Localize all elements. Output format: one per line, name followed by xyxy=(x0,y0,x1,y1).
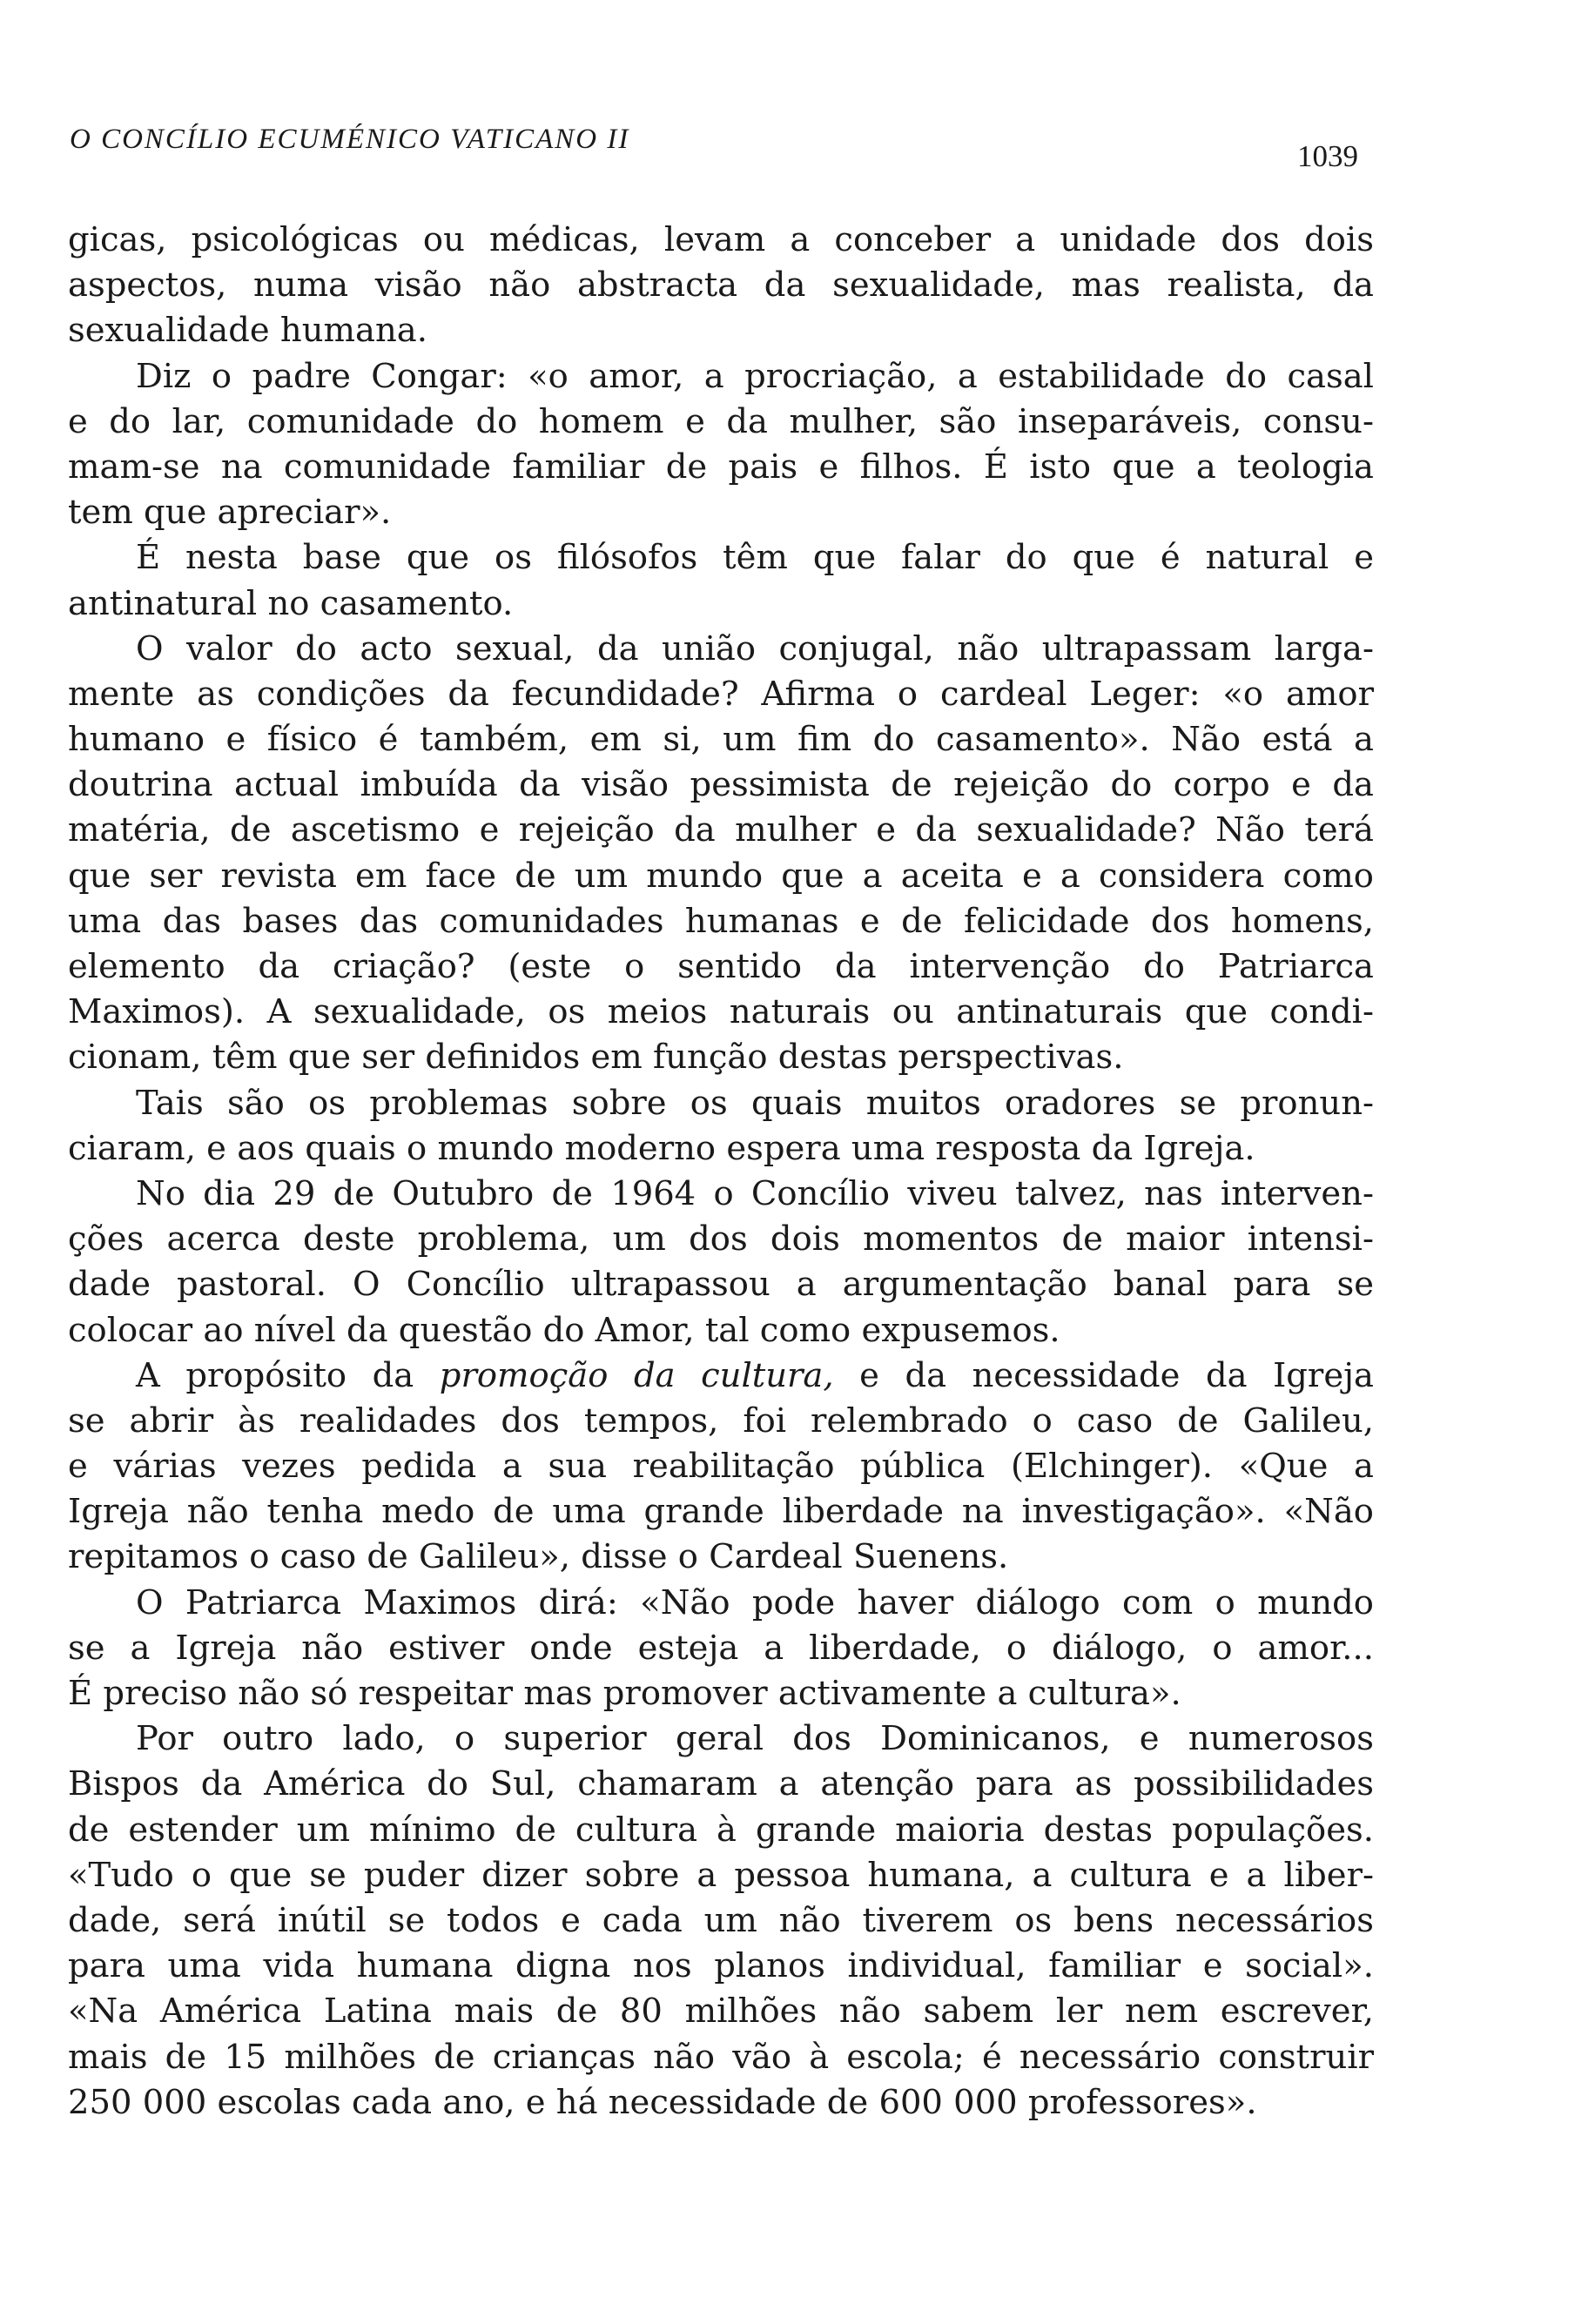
text-line: mente as condições da fecundidade? Afirma o cardeal Leger: «o amor xyxy=(68,674,1374,714)
text-line: «Tudo o que se puder dizer sobre a pessoa humana, a cultura e a liber- xyxy=(68,1855,1374,1895)
text-line: para uma vida humana digna nos planos individual, familiar e social». xyxy=(68,1946,1374,1986)
text-line: que ser revista em face de um mundo que a aceita e a considera como xyxy=(68,856,1374,896)
text-line: O valor do acto sexual, da união conjugal, não ultrapassam larga- xyxy=(136,628,1374,668)
text-line: elemento da criação? (este o sentido da intervenção do Patriarca xyxy=(68,947,1374,986)
text-line: Bispos da América do Sul, chamaram a atenção para as possibilidades xyxy=(68,1764,1374,1804)
text-line: antinatural no casamento. xyxy=(68,583,514,623)
text-line: Igreja não tenha medo de uma grande liberdade na investigação». «Não xyxy=(68,1492,1374,1532)
text-line: Tais são os problemas sobre os quais muitos oradores se pronun- xyxy=(136,1083,1374,1123)
body-text xyxy=(68,218,1374,2126)
text-line: dade pastoral. O Concílio ultrapassou a argumentação banal para se xyxy=(68,1265,1374,1305)
running-header-title: O CONCÍLIO ECUMÉNICO VATICANO II xyxy=(70,124,630,155)
text-line: e várias vezes pedida a sua reabilitação pública (Elchinger). «Que a xyxy=(68,1447,1374,1487)
text-line: dade, será inútil se todos e cada um não tiverem os bens necessários xyxy=(68,1900,1374,1940)
text-line: se a Igreja não estiver onde esteja a liberdade, o diálogo, o amor... xyxy=(68,1628,1374,1668)
text-line: gicas, psicológicas ou médicas, levam a conceber a unidade dos dois xyxy=(68,220,1374,259)
page-number: 1039 xyxy=(1297,139,1358,173)
text-line: uma das bases das comunidades humanas e de felicidade dos homens, xyxy=(68,901,1374,941)
text-line: aspectos, numa visão não abstracta da sexualidade, mas realista, da xyxy=(68,265,1374,306)
text-line-with-italic xyxy=(68,1353,1374,1399)
text-line: repitamos o caso de Galileu», disse o Cardeal Suenens. xyxy=(68,1537,1009,1577)
text-line: e do lar, comunidade do homem e da mulher, são inseparáveis, consu- xyxy=(68,401,1374,441)
text-line: sexualidade humana. xyxy=(68,311,427,351)
text-line: tem que apreciar». xyxy=(68,493,392,533)
italic-phrase: promoção da cultura, xyxy=(439,1355,834,1395)
text-line: 250 000 escolas cada ano, e há necessidade de 600 000 professores». xyxy=(68,2082,1257,2122)
text-line: O Patriarca Maximos dirá: «Não pode haver diálogo com o mundo xyxy=(136,1582,1374,1622)
text-line: No dia 29 de Outubro de 1964 o Concílio viveu talvez, nas interven- xyxy=(136,1173,1374,1213)
text-line: É nesta base que os filósofos têm que falar do que é natural e xyxy=(136,538,1374,578)
text-line: matéria, de ascetismo e rejeição da mulher e da sexualidade? Não terá xyxy=(68,810,1374,850)
text-line: Diz o padre Congar: «o amor, a procriação, a estabilidade do casal xyxy=(136,356,1374,396)
text-line: ções acerca deste problema, um dos dois momentos de maior intensi- xyxy=(68,1219,1374,1259)
text-line: se abrir às realidades dos tempos, foi relembrado o caso de Galileu, xyxy=(68,1400,1374,1441)
text-line: colocar ao nível da questão do Amor, tal como expusemos. xyxy=(68,1310,1060,1350)
text-line: de estender um mínimo de cultura à grande maioria destas populações. xyxy=(68,1810,1374,1850)
text-line: ciaram, e aos quais o mundo moderno espera uma resposta da Igreja. xyxy=(68,1128,1255,1168)
text-line: mam-se na comunidade familiar de pais e filhos. É isto que a teologia xyxy=(68,447,1374,487)
text-run: e da necessidade da Igreja xyxy=(833,1355,1375,1395)
text-line: Maximos). A sexualidade, os meios naturais ou antinaturais que condi- xyxy=(68,992,1374,1032)
text-line: É preciso não só respeitar mas promover activamente a cultura». xyxy=(68,1674,1181,1713)
text-line: «Na América Latina mais de 80 milhões não sabem ler nem escrever, xyxy=(68,1992,1374,2032)
text-run: A propósito da xyxy=(136,1355,440,1395)
text-line: doutrina actual imbuída da visão pessimista de rejeição do corpo e da xyxy=(68,765,1374,805)
text-line: Por outro lado, o superior geral dos Dominicanos, e numerosos xyxy=(136,1719,1374,1759)
text-line: mais de 15 milhões de crianças não vão à escola; é necessário construir xyxy=(68,2037,1374,2077)
text-line: cionam, têm que ser definidos em função destas perspectivas. xyxy=(68,1038,1124,1078)
text-line: humano e físico é também, em si, um fim do casamento». Não está a xyxy=(68,720,1374,760)
